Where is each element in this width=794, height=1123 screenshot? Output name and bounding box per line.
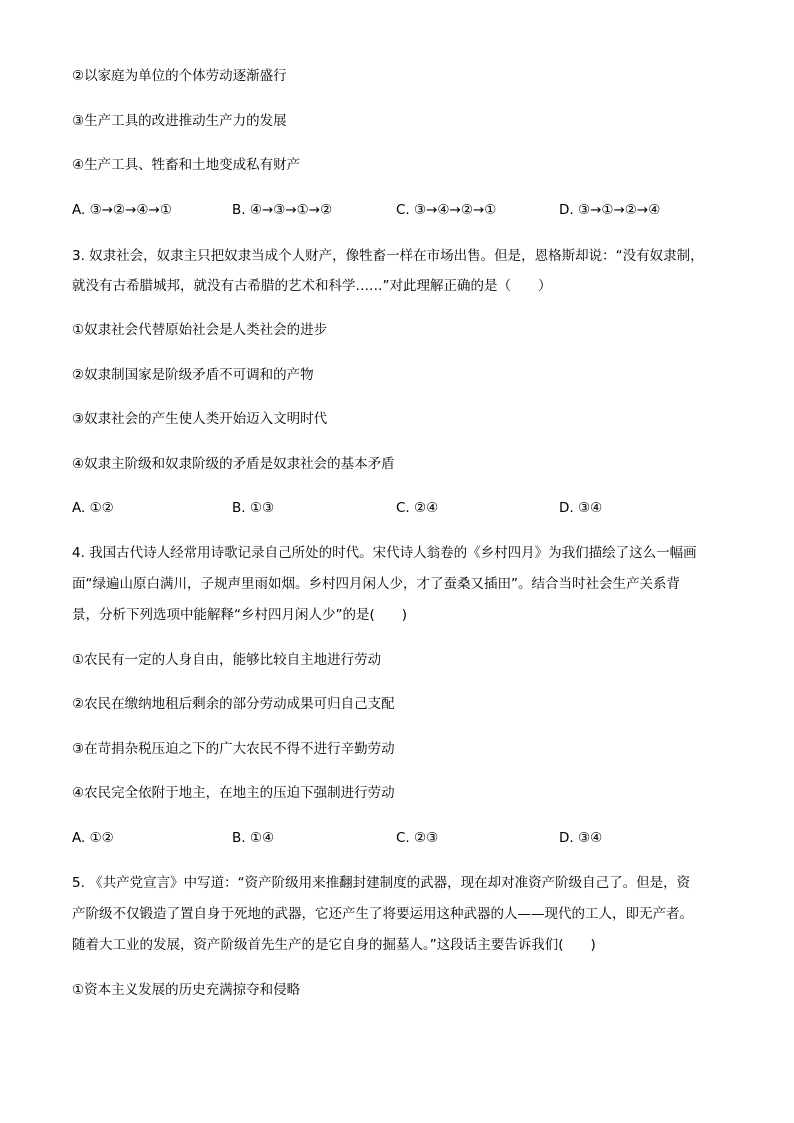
q3-option-a: A. ①② (72, 500, 114, 516)
q2-option-b: B. ④→③→①→② (232, 202, 333, 218)
q2-item-2: ②以家庭为单位的个体劳动逐渐盛行 (72, 68, 287, 84)
q4-item-4: ④农民完全依附于地主，在地主的压迫下强制进行劳动 (72, 785, 395, 801)
q4-item-3: ③在苛捐杂税压迫之下的广大农民不得不进行辛勤劳动 (72, 741, 395, 757)
q5-stem-line-1: 5. 《共产党宣言》中写道：“资产阶级用来推翻封建制度的武器，现在却对准资产阶级自己了。但是，资 (72, 875, 691, 891)
q2-option-c: C. ③→④→②→① (396, 202, 497, 218)
q2-item-4: ④生产工具、牲畜和土地变成私有财产 (72, 157, 301, 173)
q3-item-2: ②奴隶制国家是阶级矛盾不可调和的产物 (72, 367, 314, 383)
q4-option-a: A. ①② (72, 830, 114, 846)
q5-item-1: ①资本主义发展的历史充满掠夺和侵略 (72, 982, 301, 998)
q3-option-c: C. ②④ (396, 500, 439, 516)
q4-item-1: ①农民有一定的人身自由，能够比较自主地进行劳动 (72, 652, 382, 668)
q5-stem-line-3: 随着大工业的发展，资产阶级首先生产的是它自身的掘墓人。”这段话主要告诉我们( ) (72, 937, 596, 953)
q3-item-1: ①奴隶社会代替原始社会是人类社会的进步 (72, 322, 328, 338)
q4-option-b: B. ①④ (232, 830, 275, 846)
q4-item-2: ②农民在缴纳地租后剩余的部分劳动成果可归自己支配 (72, 696, 395, 712)
q3-item-3: ③奴隶社会的产生使人类开始迈入文明时代 (72, 411, 328, 427)
q3-option-b: B. ①③ (232, 500, 275, 516)
q2-option-d: D. ③→①→②→④ (559, 202, 661, 218)
q4-stem-line-2: 面“绿遍山原白满川，子规声里雨如烟。乡村四月闲人少，才了蚕桑又插田”。结合当时社会生产关系背 (72, 576, 680, 592)
q5-stem-line-2: 产阶级不仅锻造了置自身于死地的武器，它还产生了将要运用这种武器的人——现代的工人，即无产者。 (72, 906, 693, 922)
q4-stem-line-3: 景，分析下列选项中能解释“乡村四月闲人少”的是( ) (72, 607, 408, 623)
q3-options (72, 498, 732, 518)
q4-stem-line-1: 4. 我国古代诗人经常用诗歌记录自己所处的时代。宋代诗人翁卷的《乡村四月》为我们描绘了这么一幅画 (72, 545, 697, 561)
q2-option-a: A. ③→②→④→① (72, 202, 172, 218)
q3-stem-line-1: 3. 奴隶社会，奴隶主只把奴隶当成个人财产，像牲畜一样在市场出售。但是，恩格斯却说：“没有奴隶制， (72, 248, 704, 264)
q2-item-3: ③生产工具的改进推动生产力的发展 (72, 113, 287, 129)
q3-option-d: D. ③④ (559, 500, 603, 516)
q3-item-4: ④奴隶主阶级和奴隶阶级的矛盾是奴隶社会的基本矛盾 (72, 456, 395, 472)
q4-option-c: C. ②③ (396, 830, 439, 846)
q2-options (72, 200, 732, 220)
q4-option-d: D. ③④ (559, 830, 603, 846)
q4-options (72, 828, 732, 848)
q3-stem-line-2: 就没有古希腊城邦，就没有古希腊的艺术和科学……”对此理解正确的是（ ） (72, 278, 552, 294)
